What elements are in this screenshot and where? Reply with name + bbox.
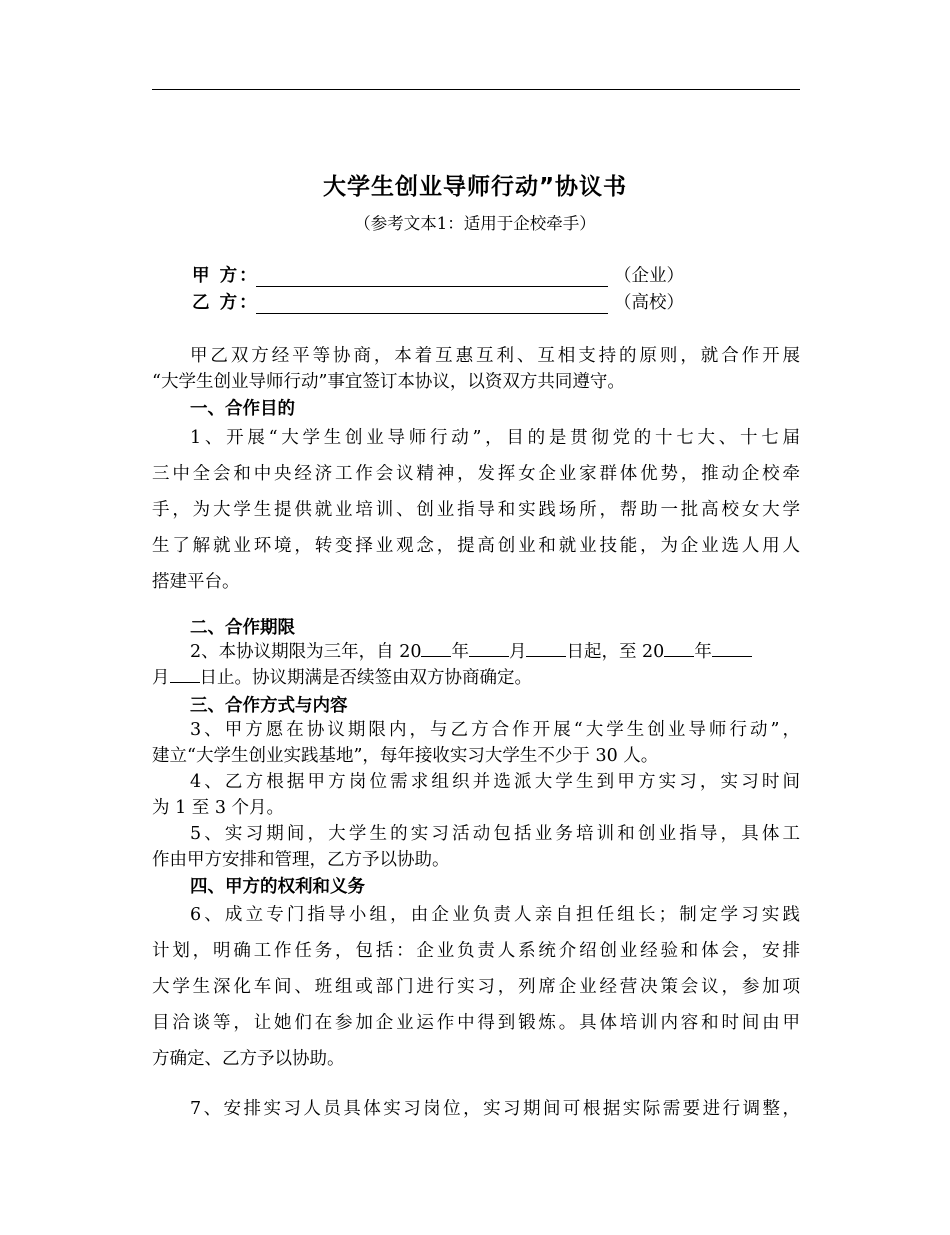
section-3-paragraph-3: 3、甲方愿在协议期限内，与乙方合作开展“大学生创业导师行动”， 建立“大学生创业实践基地”，每年接收实习大学生不少于 30 人。 <box>152 720 800 766</box>
section-3-paragraph-4: 4、乙方根据甲方岗位需求组织并选派大学生到甲方实习，实习时间 为 1 至 3 个月。 <box>152 772 800 818</box>
section-4-paragraph-7: 7、安排实习人员具体实习岗位，实习期间可根据实际需要进行调整， <box>190 1099 800 1119</box>
document-title: 大学生创业导师行动”协议书 <box>322 174 628 200</box>
section-1-heading: 一、合作目的 <box>190 399 295 419</box>
section-3-heading: 三、合作方式与内容 <box>190 696 348 716</box>
header-rule <box>152 89 800 90</box>
section-2-heading: 二、合作期限 <box>190 618 295 638</box>
term-line-1: 2、本协议期限为三年，自 20 年 月 日起，至 20 年 <box>152 639 800 665</box>
party-b-row <box>192 289 684 314</box>
party-b-blank <box>256 295 608 314</box>
party-b-suffix: （高校） <box>614 293 684 313</box>
party-a-blank <box>256 268 608 287</box>
party-b-label: 乙 方： <box>192 293 259 313</box>
party-a-label: 甲 方： <box>192 266 259 286</box>
section-3-paragraph-5: 5、实习期间，大学生的实习活动包括业务培训和创业指导，具体工 作由甲方安排和管理，乙方予以协助。 <box>152 824 800 870</box>
document-subtitle: （参考文本1：适用于企校牵手） <box>354 214 596 233</box>
section-4-paragraph-6: 6、成立专门指导小组，由企业负责人亲自担任组长；制定学习实践 计划，明确工作任务，包括：企业负责人系统介绍创业经验和体会，安排 大学生深化车间、班组或部门进行实习，列席企业经营决策会议，参加项 目洽谈等，让她们在参加企业运作中得到锻炼。具体培训内容和时间由甲 方确定、乙方予以协助。 <box>152 905 800 1069</box>
party-a-row <box>192 262 684 287</box>
party-a-suffix: （企业） <box>614 266 684 286</box>
section-2-paragraph-2 <box>152 639 800 691</box>
term-line-2: 月 日止。协议期满是否续签由双方协商确定。 <box>152 668 532 688</box>
section-4-heading: 四、甲方的权利和义务 <box>190 877 365 897</box>
section-1-paragraph-1: 1、开展“大学生创业导师行动”，目的是贯彻党的十七大、十七届 三中全会和中央经济工作会议精神，发挥女企业家群体优势，推动企校牵 手，为大学生提供就业培训、创业指导和实践场所，帮助一批高校女大学 生了解就业环境，转变择业观念，提高创业和就业技能，为企业选人用人 搭建平台。 <box>152 428 800 592</box>
intro-paragraph: 甲乙双方经平等协商，本着互惠互利、互相支持的原则，就合作开展 “大学生创业导师行动”事宜签订本协议，以资双方共同遵守。 <box>152 346 800 392</box>
